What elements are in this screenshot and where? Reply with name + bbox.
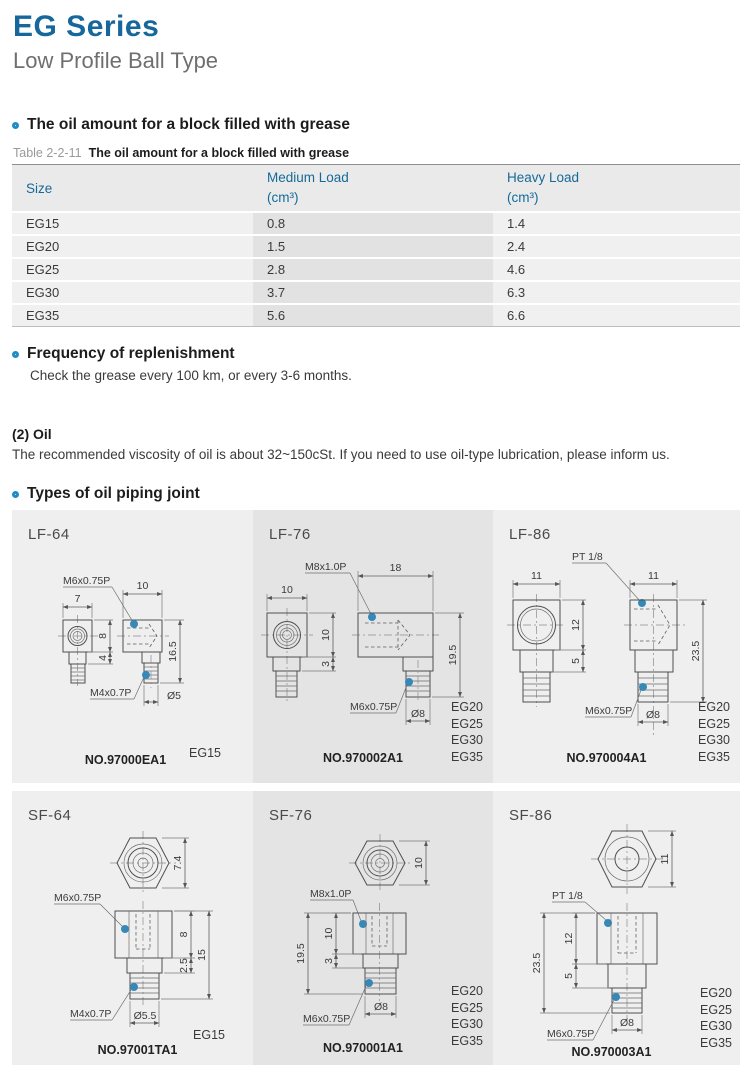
svg-text:Ø5.5: Ø5.5 xyxy=(133,1010,157,1022)
svg-text:10: 10 xyxy=(323,927,335,940)
cell-heavy: 2.4 xyxy=(493,236,740,257)
column-header-medium-unit: (cm³) xyxy=(267,190,299,205)
part-number: NO.970003A1 xyxy=(571,1045,652,1059)
part-number: NO.970002A1 xyxy=(323,751,403,765)
column-header-heavy-unit: (cm³) xyxy=(507,190,539,205)
svg-text:10: 10 xyxy=(136,580,149,592)
svg-text:12: 12 xyxy=(563,932,575,945)
svg-text:12: 12 xyxy=(570,619,582,631)
svg-text:M6x0.75P: M6x0.75P xyxy=(585,705,633,717)
svg-text:3: 3 xyxy=(320,661,332,667)
cell-size: EG30 xyxy=(12,282,253,303)
svg-text:Ø8: Ø8 xyxy=(373,1001,389,1013)
table-number-label: Table 2-2-11 xyxy=(13,146,82,160)
size-item: EG25 xyxy=(700,1002,732,1017)
svg-text:5: 5 xyxy=(563,973,575,979)
panel-sf-64 xyxy=(12,791,253,1065)
svg-text:11: 11 xyxy=(648,570,659,582)
svg-text:10: 10 xyxy=(320,629,332,641)
size-item: EG20 xyxy=(451,984,483,998)
cell-size: EG35 xyxy=(12,305,253,326)
svg-text:M4x0.7P: M4x0.7P xyxy=(90,687,132,699)
svg-text:10: 10 xyxy=(413,857,425,869)
size-item: EG25 xyxy=(698,716,730,731)
section-heading-grease-label: The oil amount for a block filled with grease xyxy=(27,116,350,133)
svg-text:Ø8: Ø8 xyxy=(410,708,426,720)
size-item: EG30 xyxy=(451,733,483,747)
part-number: NO.970004A1 xyxy=(566,751,647,765)
size-item: EG20 xyxy=(700,986,732,1000)
svg-text:M6x0.75P: M6x0.75P xyxy=(63,575,111,587)
size-item: EG30 xyxy=(698,733,730,747)
table-row xyxy=(12,259,740,280)
cell-medium: 1.5 xyxy=(253,236,493,257)
cell-heavy: 6.3 xyxy=(493,282,740,303)
section-bullet-icon xyxy=(12,122,19,129)
svg-text:PT 1/8: PT 1/8 xyxy=(552,890,583,902)
technical-drawing-lf-64 xyxy=(12,510,253,783)
table-row xyxy=(12,282,740,303)
svg-text:M8x1.0P: M8x1.0P xyxy=(305,561,347,573)
frequency-body-text: Check the grease every 100 km, or every 3-6 months. xyxy=(30,368,352,383)
svg-text:Ø8: Ø8 xyxy=(619,1017,635,1029)
svg-text:M6x0.75P: M6x0.75P xyxy=(54,892,102,904)
svg-text:M8x1.0P: M8x1.0P xyxy=(310,888,352,900)
panel-lf-76 xyxy=(253,510,493,783)
cell-heavy: 4.6 xyxy=(493,259,740,280)
applicable-sizes xyxy=(700,985,732,1051)
column-header-heavy-label: Heavy Load xyxy=(507,170,580,186)
table-header-row xyxy=(12,165,740,211)
size-item: EG25 xyxy=(451,716,483,731)
cell-size: EG20 xyxy=(12,236,253,257)
svg-text:M6x0.75P: M6x0.75P xyxy=(547,1028,595,1040)
svg-text:M4x0.7P: M4x0.7P xyxy=(70,1008,112,1020)
svg-text:19.5: 19.5 xyxy=(295,943,307,964)
section-bullet-icon xyxy=(12,491,19,498)
column-header-medium xyxy=(253,165,493,211)
size-item: EG25 xyxy=(451,1000,483,1015)
svg-text:8: 8 xyxy=(178,931,190,938)
svg-text:23.5: 23.5 xyxy=(690,640,702,662)
svg-text:7: 7 xyxy=(74,593,81,605)
svg-text:15: 15 xyxy=(196,949,208,961)
table-row xyxy=(12,305,740,326)
size-item: EG20 xyxy=(451,700,483,714)
column-header-medium-label: Medium Load xyxy=(267,170,349,186)
size-item: EG30 xyxy=(451,1017,483,1031)
panel-lf-86 xyxy=(493,510,740,783)
cell-medium: 0.8 xyxy=(253,213,493,234)
cell-size: EG25 xyxy=(12,259,253,280)
section-heading-joints-label: Types of oil piping joint xyxy=(27,485,200,502)
panel-title: SF-86 xyxy=(509,807,553,824)
svg-text:11: 11 xyxy=(531,570,542,582)
svg-text:M6x0.75P: M6x0.75P xyxy=(350,701,398,713)
cell-medium: 2.8 xyxy=(253,259,493,280)
size-item: EG30 xyxy=(700,1019,732,1033)
svg-text:2.5: 2.5 xyxy=(178,958,190,973)
panel-title: SF-76 xyxy=(269,807,313,824)
size-item: EG15 xyxy=(189,745,221,760)
svg-text:3: 3 xyxy=(323,958,335,964)
svg-text:M6x0.75P: M6x0.75P xyxy=(303,1013,351,1025)
oil-subsection-heading: (2) Oil xyxy=(12,426,52,442)
section-heading-joints xyxy=(12,485,200,503)
svg-text:8: 8 xyxy=(97,633,109,639)
size-item: EG35 xyxy=(698,749,730,764)
svg-text:5: 5 xyxy=(570,658,582,664)
cell-medium: 5.6 xyxy=(253,305,493,326)
cell-size: EG15 xyxy=(12,213,253,234)
svg-text:PT 1/8: PT 1/8 xyxy=(572,551,603,563)
size-item: EG35 xyxy=(700,1035,732,1050)
cell-medium: 3.7 xyxy=(253,282,493,303)
svg-text:Ø5: Ø5 xyxy=(167,690,182,702)
panel-title: LF-76 xyxy=(269,526,311,543)
joint-panels-grid xyxy=(12,510,740,1065)
section-heading-frequency-label: Frequency of replenishment xyxy=(27,345,235,362)
panel-title: LF-86 xyxy=(509,526,551,543)
panel-title: LF-64 xyxy=(28,526,70,543)
part-number: NO.97000EA1 xyxy=(84,753,167,767)
size-item: EG15 xyxy=(193,1027,225,1042)
cell-heavy: 6.6 xyxy=(493,305,740,326)
svg-text:4: 4 xyxy=(97,655,109,661)
technical-drawing-sf-64 xyxy=(12,791,253,1064)
svg-text:18: 18 xyxy=(389,562,402,574)
table-caption: The oil amount for a block filled with grease xyxy=(88,146,350,160)
size-item: EG35 xyxy=(451,749,483,764)
oil-amount-table xyxy=(12,164,740,327)
column-header-size: Size xyxy=(26,180,53,196)
panel-sf-86 xyxy=(493,791,740,1065)
section-bullet-icon xyxy=(12,351,19,358)
page-title: EG Series xyxy=(13,10,160,43)
table-row xyxy=(12,236,740,257)
section-heading-grease xyxy=(12,116,350,134)
part-number: NO.97001TA1 xyxy=(97,1043,178,1057)
svg-text:23.5: 23.5 xyxy=(531,952,543,974)
panel-sf-76 xyxy=(253,791,493,1065)
column-header-heavy xyxy=(493,165,740,211)
size-item: EG35 xyxy=(451,1033,483,1048)
panel-lf-64 xyxy=(12,510,253,783)
cell-heavy: 1.4 xyxy=(493,213,740,234)
size-item: EG20 xyxy=(698,700,730,714)
svg-text:Ø8: Ø8 xyxy=(645,709,661,721)
table-caption-row xyxy=(13,146,349,160)
applicable-sizes xyxy=(193,1027,225,1044)
applicable-sizes xyxy=(451,983,483,1049)
oil-body-text: The recommended viscosity of oil is about 32~150cSt. If you need to use oil-type lubrication, please inform us. xyxy=(12,447,670,462)
section-heading-frequency xyxy=(12,345,235,363)
svg-text:10: 10 xyxy=(281,584,293,596)
panel-title: SF-64 xyxy=(28,807,72,824)
page-subtitle: Low Profile Ball Type xyxy=(13,48,219,73)
svg-text:7.4: 7.4 xyxy=(172,855,184,871)
table-row xyxy=(12,213,740,234)
svg-text:16.5: 16.5 xyxy=(167,641,179,662)
part-number: NO.970001A1 xyxy=(323,1041,403,1055)
svg-text:11: 11 xyxy=(659,853,671,865)
svg-text:19.5: 19.5 xyxy=(447,644,459,666)
